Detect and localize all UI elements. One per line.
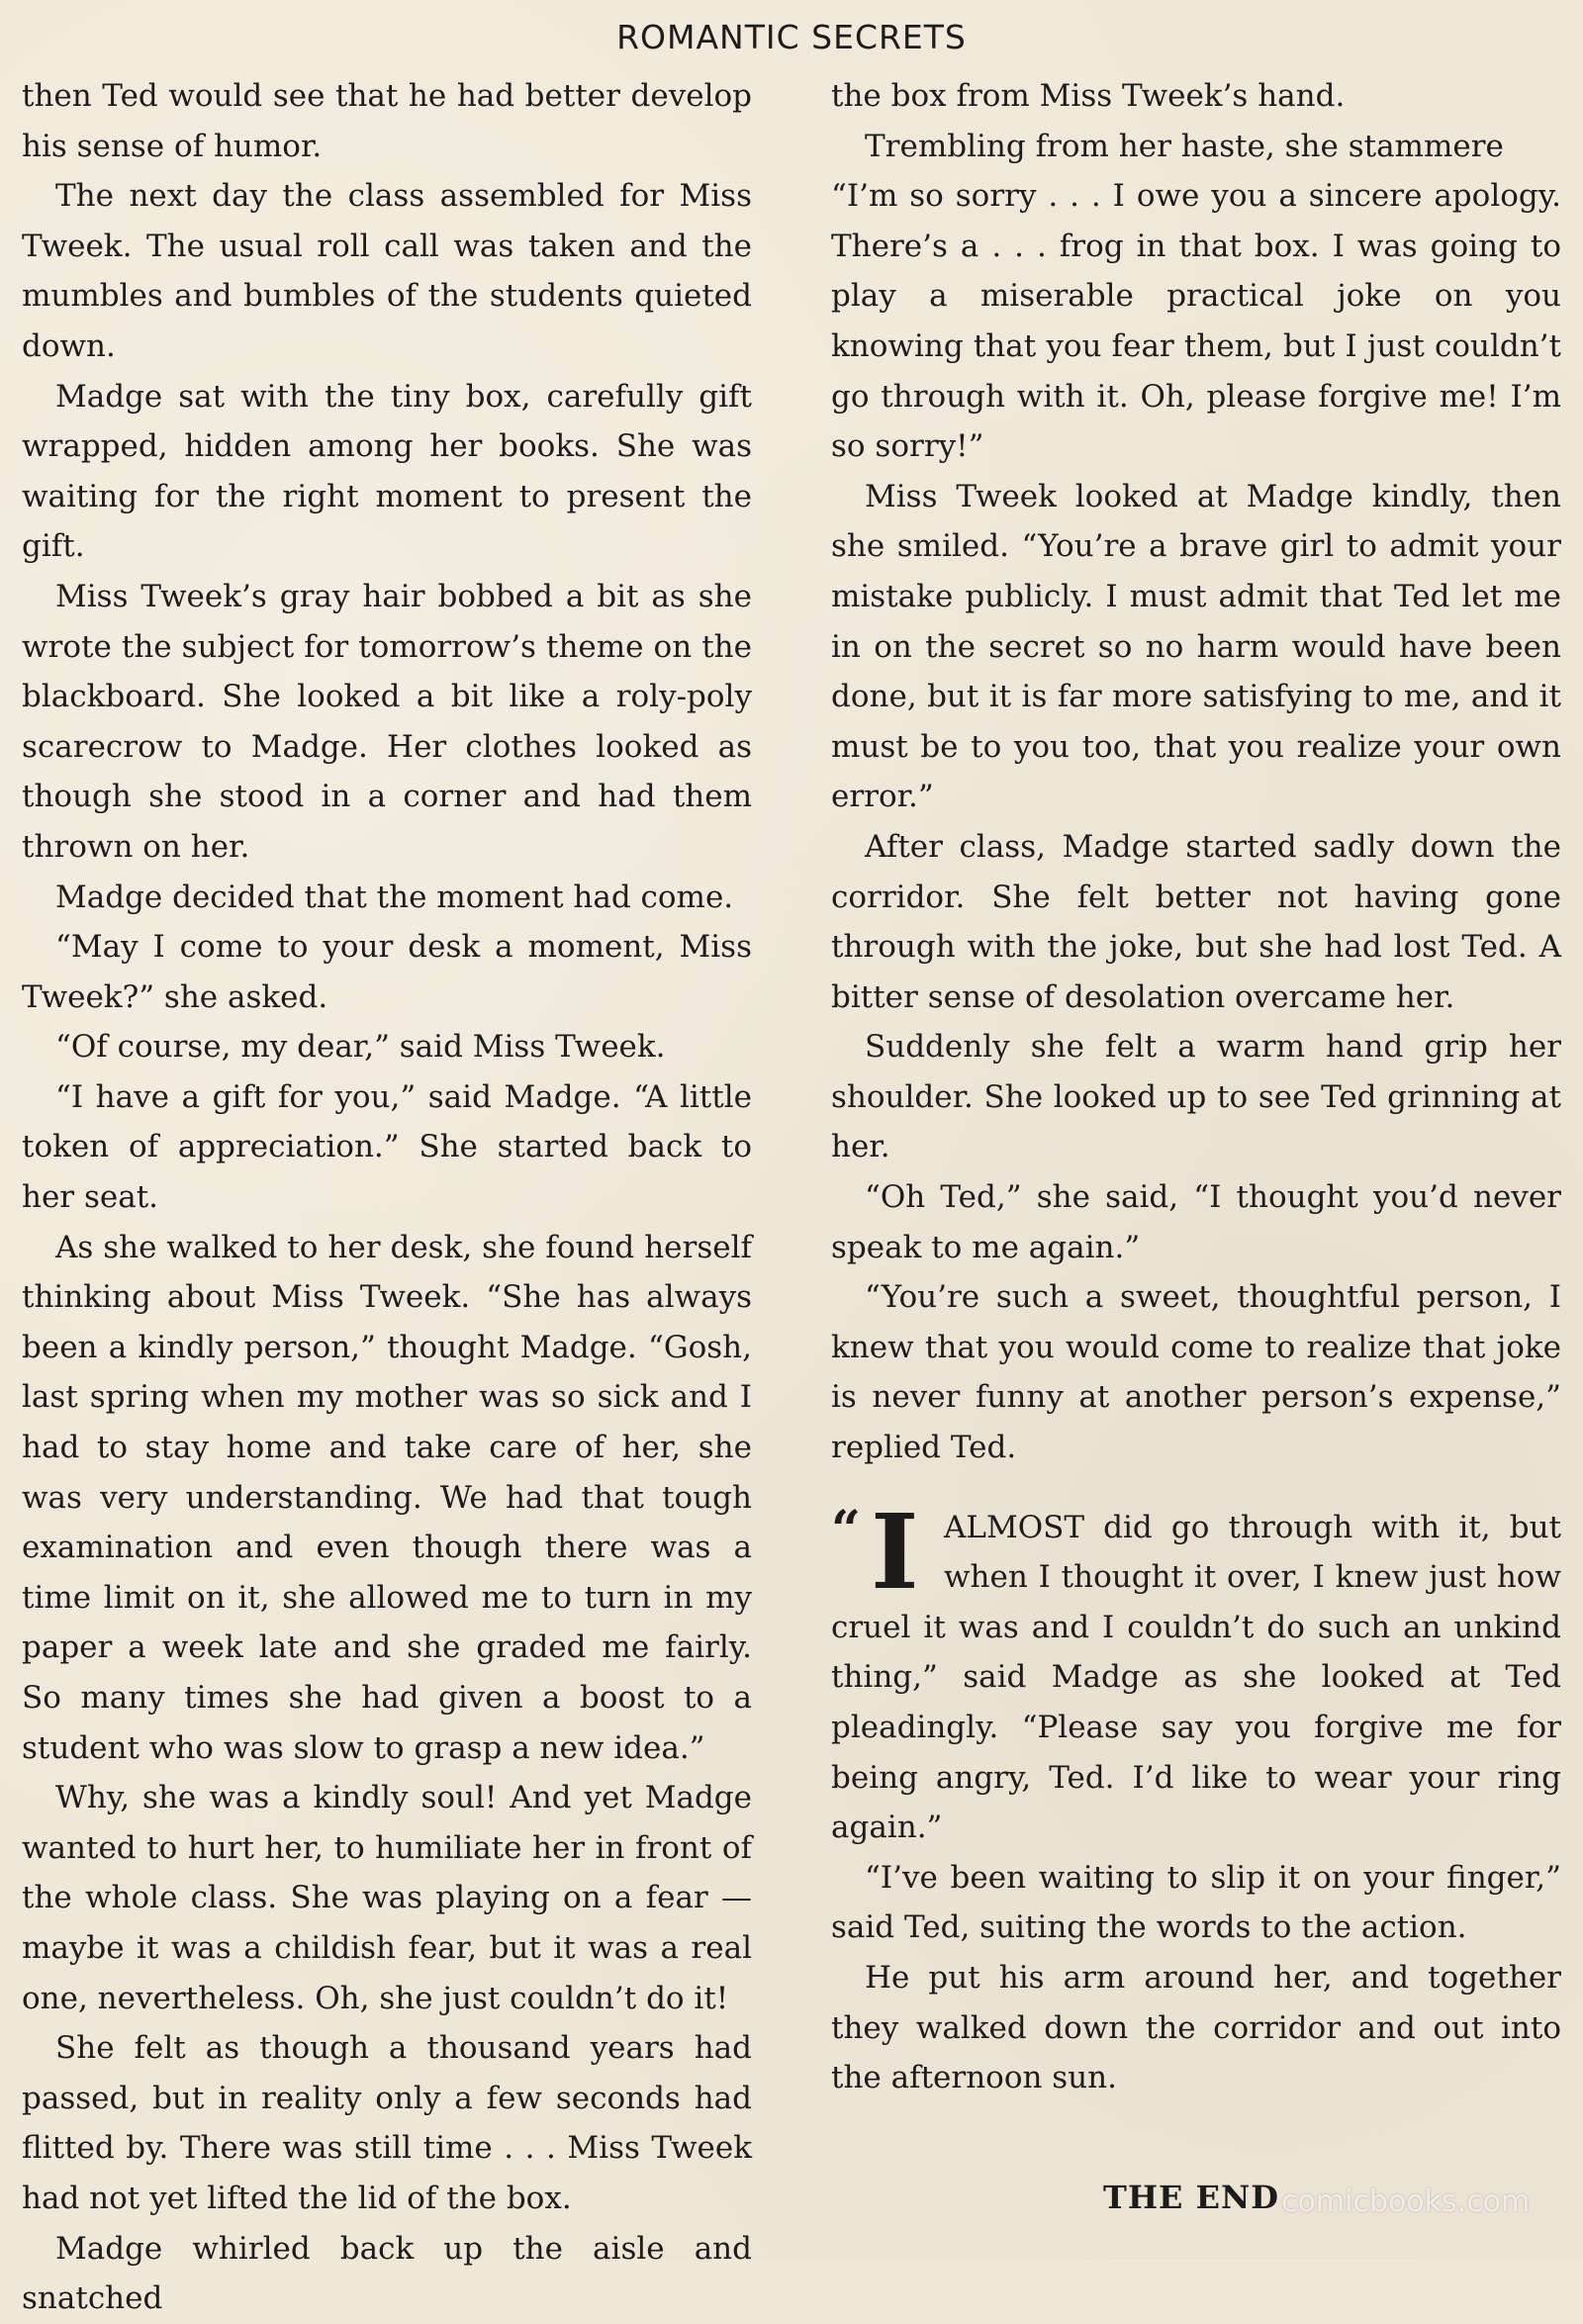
paragraph: The next day the class assembled for Miss Tweek. The usual roll call was taken and the mumbles and bumbles of the students quieted down. xyxy=(22,178,752,364)
watermark: comicbooks.com xyxy=(1281,2185,1531,2219)
paragraph: “I have a gift for you,” said Madge. “A little token of appreciation.” She started back to her seat. xyxy=(22,1078,752,1216)
paragraph: “I’m so sorry . . . I owe you a sincere apology. There’s a . . . frog in that box. I was going to play a miserable practical joke on you knowing that you fear them, but I just couldn’t go through with it. Oh, please forgive me! I’m so sorry!” xyxy=(831,178,1561,465)
the-end-label: THE END xyxy=(1103,2179,1279,2216)
right-column xyxy=(831,71,1561,2103)
paragraph: then Ted would see that he had better develop his sense of humor. xyxy=(22,78,752,164)
drop-cap xyxy=(831,1490,938,1613)
paragraph: He put his arm around her, and together they walked down the corridor and out into the afternoon sun. xyxy=(831,1959,1561,2096)
drop-cap-text: ALMOST did go through with it, but when I thought it over, I knew just how cruel it was and I couldn’t do such an unkind thing,” said Madge as she looked at Ted pleadingly. “Please say you forgive me for being angry, Ted. I’d like to wear your ring again.” xyxy=(831,1509,1561,1846)
paragraph: “Oh Ted,” she said, “I thought you’d never speak to me again.” xyxy=(831,1179,1561,1265)
paragraph: After class, Madge started sadly down the corridor. She felt better not having gone through with the joke, but she had lost Ted. A bitter sense of desolation overcame her. xyxy=(831,828,1561,1015)
drop-cap-paragraph xyxy=(831,1490,1561,1853)
paragraph: the box from Miss Tweek’s hand. xyxy=(831,78,1346,114)
paragraph: Suddenly she felt a warm hand grip her shoulder. She looked up to see Ted grinning at her. xyxy=(831,1029,1561,1165)
running-head-title: ROMANTIC SECRETS xyxy=(616,18,967,56)
paragraph: “Of course, my dear,” said Miss Tweek. xyxy=(55,1029,666,1066)
paragraph: She felt as though a thousand years had passed, but in reality only a few seconds had flitted by. There was still time . . . Miss Tweek had not yet lifted the lid of the box. xyxy=(22,2030,752,2216)
paragraph: Trembling from her haste, she stammere xyxy=(865,128,1504,164)
paragraph: Why, she was a kindly soul! And yet Madge wanted to hurt her, to humiliate her in front of the whole class. She was playing on a fear —maybe it was a childish fear, but it was a real one, nevertheless. Oh, she just couldn’t do it! xyxy=(22,1780,752,2016)
paragraph: Miss Tweek’s gray hair bobbed a bit as she wrote the subject for tomorrow’s theme on the blackboard. She looked a bit like a roly-poly scarecrow to Madge. Her clothes looked as though she stood in a corner and had them thrown on her. xyxy=(22,578,752,865)
left-column xyxy=(22,71,752,2324)
drop-cap-letter: I xyxy=(871,1490,919,1613)
paragraph: Madge whirled back up the aisle and snatched xyxy=(22,2230,752,2317)
paragraph: Madge sat with the tiny box, carefully gift wrapped, hidden among her books. She was waiting for the right moment to present the gift. xyxy=(22,378,752,565)
paragraph: “May I come to your desk a moment, Miss Tweek?” she asked. xyxy=(22,929,752,1015)
drop-cap-quote: “ xyxy=(831,1499,861,1560)
paragraph: Madge decided that the moment had come. xyxy=(55,879,734,915)
paragraph: As she walked to her desk, she found herself thinking about Miss Tweek. “She has always been a kindly person,” thought Madge. “Gosh, last spring when my mother was so sick and I had to stay home and take care of her, she was very understanding. We had that tough examination and even though there was a time limit on it, she allowed me to turn in my paper a week late and she graded me fairly. So many times she had given a boost to a student who was slow to grasp a new idea.” xyxy=(22,1229,752,1766)
paragraph: “I’ve been waiting to slip it on your finger,” said Ted, suiting the words to the action. xyxy=(831,1859,1561,1946)
paragraph: “You’re such a sweet, thoughtful person, I knew that you would come to realize that joke is never funny at another person’s expense,” replied Ted. xyxy=(831,1279,1561,1466)
paragraph: Miss Tweek looked at Madge kindly, then she smiled. “You’re a brave girl to admit your mistake publicly. I must admit that Ted let me in on the secret so no harm would have been done, but it is far more satisfying to me, and it must be to you too, that you realize your own error.” xyxy=(831,478,1561,815)
